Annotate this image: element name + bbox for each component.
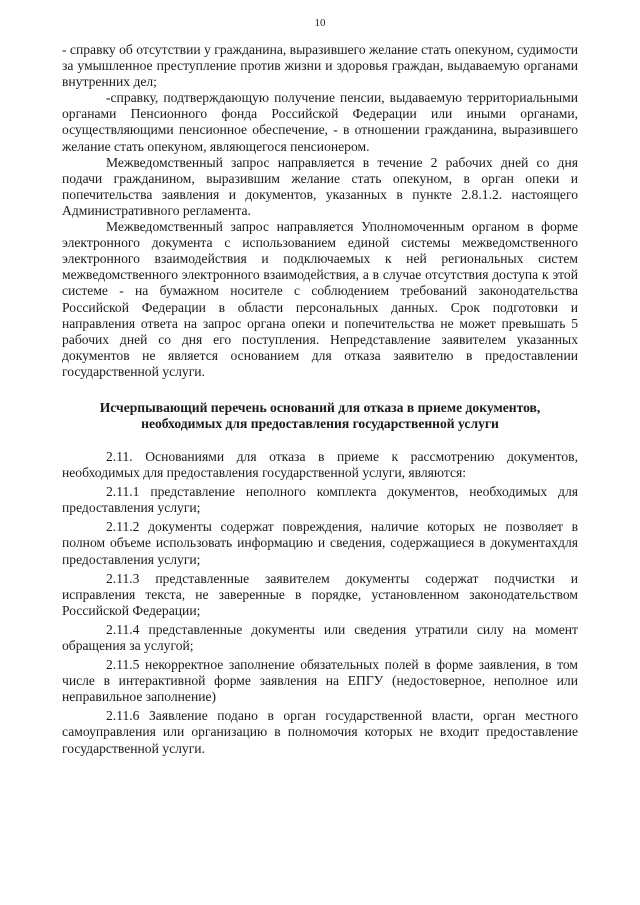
paragraph-pension-certificate: -справку, подтверждающую получение пенсии, выдаваемую территориальными органами Пенсионного фонда Российской Федерации или иными органами, осуществляющими пенсионное обеспечение, - в отношении гражданина, выразившего желание стать опекуном, являющегося пенсионером.	[62, 90, 578, 154]
page-number: 10	[314, 17, 326, 29]
paragraph-interagency-request-format: Межведомственный запрос направляется Уполномоченным органом в форме электронного документа с использованием единой системы межведомственного электронного взаимодействия и подключаемых к ней региональных систем межведомственного электронного взаимодействия, а в случае отсутствия доступа к этой системе - на бумажном носителе с соблюдением требований законодательства Российской Федерации в области персональных данных. Срок подготовки и направления ответа на запрос органа опеки и попечительства не может превышать 5 рабочих дней со дня его поступления. Непредставление заявителем указанных документов не является основанием для отказа заявителю в предоставлении государственной услуги.	[62, 219, 578, 379]
item-2-11: 2.11. Основаниями для отказа в приеме к рассмотрению документов, необходимых для предоставления государственной услуги, являются:	[62, 448, 578, 481]
paragraph-interagency-request-deadline: Межведомственный запрос направляется в течение 2 рабочих дней со дня подачи гражданином, выразившим желание стать опекуном, в орган опеки и попечительства заявления и документов, указанных в пункте 2.8.1.2. настоящего Административного регламента.	[62, 154, 578, 218]
item-2-11-4: 2.11.4 представленные документы или сведения утратили силу на момент обращения за услугой;	[62, 621, 578, 653]
document-body	[62, 42, 578, 757]
item-2-11-6: 2.11.6 Заявление подано в орган государственной власти, орган местного самоуправления или организацию в полномочия которых не входит предоставление государственной услуги.	[62, 708, 578, 756]
section-heading: Исчерпывающий перечень оснований для отказа в приеме документов, необходимых для предоставления государственной услуги	[99, 399, 541, 431]
item-2-11-1: 2.11.1 представление неполного комплекта документов, необходимых для предоставления услуги;	[62, 484, 578, 516]
item-2-11-2: 2.11.2 документы содержат повреждения, наличие которых не позволяет в полном объеме использовать информацию и сведения, содержащиеся в документахдля предоставления услуги;	[62, 519, 578, 567]
paragraph-criminal-record-certificate: - справку об отсутствии у гражданина, выразившего желание стать опекуном, судимости за умышленное преступление против жизни и здоровья граждан, выдаваемую органами внутренних дел;	[62, 42, 578, 90]
item-2-11-3: 2.11.3 представленные заявителем документы содержат подчистки и исправления текста, не заверенные в порядке, установленном законодательством Российской Федерации;	[62, 570, 578, 618]
item-2-11-5: 2.11.5 некорректное заполнение обязательных полей в форме заявления, в том числе в интерактивной форме заявления на ЕПГУ (недостоверное, неполное или неправильное заполнение)	[62, 657, 578, 705]
